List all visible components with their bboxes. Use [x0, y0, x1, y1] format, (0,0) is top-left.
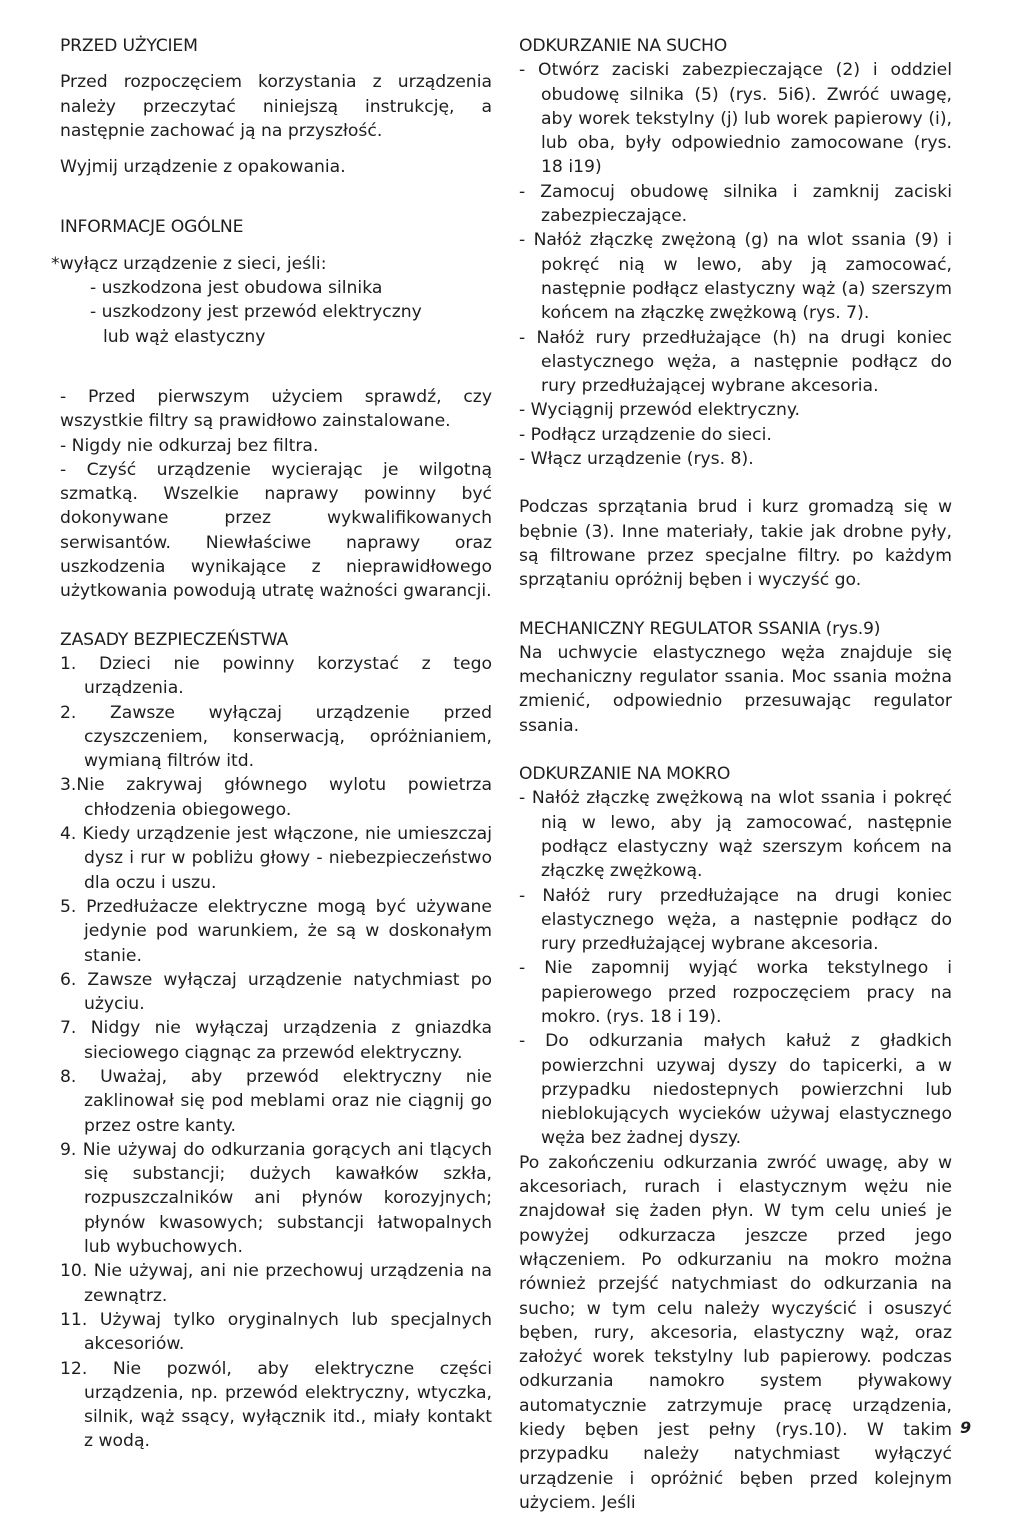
list-item: - Nie zapomnij wyjąć worka tekstylnego i papierowego przed rozpoczęciem pracy na mokro. (rys. 18 i 19).: [519, 958, 952, 1027]
list-item: 11. Używaj tylko oryginalnych lub specjalnych akcesoriów.: [60, 1309, 492, 1355]
dry-list: [519, 58, 952, 471]
right-column: [519, 34, 952, 1515]
list-item: - Nałóż złączkę zwężoną (g) na wlot ssania (9) i pokręć nią w lewo, aby ją zamocować, następnie podłącz elastyczny wąż (a) szerszym końcem na złączkę zwężkową (rys. 7).: [519, 230, 952, 324]
paragraph-unpack: Wyjmij urządzenie z opakowania.: [60, 157, 346, 178]
paragraph-before-use: Przed rozpoczęciem korzystania z urządzenia należy przeczytać niniejszą instrukcję, a następnie zachować ją na przyszłość.: [60, 72, 492, 141]
list-item: - Do odkurzania małych kałuż z gładkich powierzchni uzywaj dyszy do tapicerki, a w przypadku niedostepnych powierzchni lub nieblokujących wycieków używaj elastycznego węża bez żadnej dyszy.: [519, 1031, 952, 1149]
paragraph-regulator: Na uchwycie elastycznego węża znajduje się mechaniczny regulator ssania. Moc ssania można zmienić, odpowiednio przesuwając regulator ssania.: [519, 642, 952, 736]
list-item: 1. Dzieci nie powinny korzystać z tego urządzenia.: [60, 653, 492, 699]
section-heading-wet: ODKURZANIE NA MOKRO: [519, 764, 731, 785]
paragraph-no-filter: - Nigdy nie odkurzaj bez filtra.: [60, 435, 319, 456]
list-item: 8. Uważaj, aby przewód elektryczny nie zaklinował się pod meblami oraz nie ciągnij go przez ostre kanty.: [60, 1066, 492, 1136]
list-item: - Nałóż złączkę zwężkową na wlot ssania i pokręć nią w lewo, aby ją zamocować, następnie podłącz elastyczny wąż szerszym końcem na złączkę zwężkową.: [519, 788, 952, 882]
wet-list: [519, 786, 952, 1150]
paragraph-cleaning: - Czyść urządzenie wycierając je wilgotną szmatką. Wszelkie naprawy powinny być dokonywane przez wykwalifikowanych serwisantów. Niewłaściwe naprawy oraz uszkodzenia wynikające z nieprawidłowego użytkowania powodują utratę ważności gwarancji.: [60, 459, 492, 602]
list-item: - Otwórz zaciski zabezpieczające (2) i oddziel obudowę silnika (5) (rys. 5i6). Zwróć uwagę, aby worek tekstylny (j) lub worek papierowy (i), lub oba, były odpowiednio zamocowane (rys. 18 i19): [519, 60, 952, 178]
left-column: [51, 34, 492, 1454]
list-item: 5. Przedłużacze elektryczne mogą być używane jedynie pod warunkiem, że są w doskonałym stanie.: [60, 896, 492, 966]
list-item: 9. Nie używaj do odkurzania gorących ani tlących się substancji; dużych kawałków szkła, rozpuszczalników ani płynów korozyjnych; płynów kwasowych; substancji łatwopalnych lub wybuchowych.: [60, 1139, 492, 1258]
general-intro: *wyłącz urządzenie z sieci, jeśli:: [51, 253, 327, 274]
list-item: - Nałóż rury przedłużające (h) na drugi koniec elastycznego węża, a następnie podłącz do rury przedłużającej wybrane akcesoria.: [519, 327, 952, 397]
paragraph-drum: Podczas sprzątania brud i kurz gromadzą się w bębnie (3). Inne materiały, takie jak drobne pyły, są filtrowane przez specjalne filtry. po każdym sprzątaniu opróżnij bęben i wyczyść go.: [519, 497, 952, 591]
list-item: 7. Nidgy nie wyłączaj urządzenia z gniazdka sieciowego ciągnąc za przewód elektryczny.: [60, 1018, 492, 1063]
general-item-cable: - uszkodzony jest przewód elektryczny: [90, 302, 422, 323]
list-item: 2. Zawsze wyłączaj urządzenie przed czyszczeniem, konserwacją, opróżnianiem, wymianą filtrów itd.: [60, 702, 492, 772]
list-item: - Podłącz urządzenie do sieci.: [519, 424, 772, 445]
section-heading-before-use: PRZED UŻYCIEM: [60, 36, 198, 56]
section-heading-dry: ODKURZANIE NA SUCHO: [519, 36, 728, 56]
list-item: 3.Nie zakrywaj głównego wylotu powietrza chłodzenia obiegowego.: [60, 775, 492, 820]
list-item: 10. Nie używaj, ani nie przechowuj urządzenia na zewnątrz.: [60, 1261, 492, 1306]
list-item: - Zamocuj obudowę silnika i zamknij zaciski zabezpieczające.: [519, 181, 952, 227]
safety-list: [60, 652, 492, 1454]
list-item: - Włącz urządzenie (rys. 8).: [519, 449, 754, 470]
general-item-hose: lub wąż elastyczny: [103, 326, 266, 347]
list-item: 6. Zawsze wyłączaj urządzenie natychmiast po użyciu.: [60, 969, 492, 1015]
section-heading-safety: ZASADY BEZPIECZEŃSTWA: [60, 629, 289, 650]
list-item: - Nałóż rury przedłużające na drugi koniec elastycznego węża, a następnie podłącz do rury przedłużającej wybrane akcesoria.: [519, 885, 952, 955]
list-item: 4. Kiedy urządzenie jest włączone, nie umieszczaj dysz i rur w pobliżu głowy - niebezpieczeństwo dla oczu i uszu.: [60, 824, 492, 893]
page-number: 9: [960, 1418, 972, 1437]
list-item: 12. Nie pozwól, aby elektryczne części urządzenia, np. przewód elektryczny, wtyczka, silnik, wąż ssący, wyłącznik itd., miały kontakt z wodą.: [60, 1358, 492, 1452]
section-heading-general: INFORMACJE OGÓLNE: [60, 217, 244, 238]
list-item: - Wyciągnij przewód elektryczny.: [519, 400, 801, 421]
paragraph-filters: - Przed pierwszym użyciem sprawdź, czy wszystkie filtry są prawidłowo zainstalowane.: [60, 386, 492, 432]
section-heading-regulator: MECHANICZNY REGULATOR SSANIA (rys.9): [519, 618, 881, 639]
general-item-motor: - uszkodzona jest obudowa silnika: [90, 278, 383, 299]
paragraph-after-wet: Po zakończeniu odkurzania zwróć uwagę, aby w akcesoriach, rurach i elastycznym wężu nie znajdował się żaden płyn. W tym celu unieś je powyżej odkurzacza jeszcze przed jego włączeniem. Po odkurzaniu na mokro można również przejść natychmiast do odkurzania na sucho; w tym celu należy wyczyścić i osuszyć bęben, rury, akcesoria, elastyczny wąż, oraz założyć worek tekstylny lub papierowy. podczas odkurzania namokro system pływakowy automatycznie zatrzymuje pracę urządzenia, kiedy bęben jest pełny (rys.10). W takim przypadku należy natychmiast wyłączyć urządzenie i opróżnić bęben przed kolejnym użyciem. Jeśli: [519, 1152, 952, 1513]
